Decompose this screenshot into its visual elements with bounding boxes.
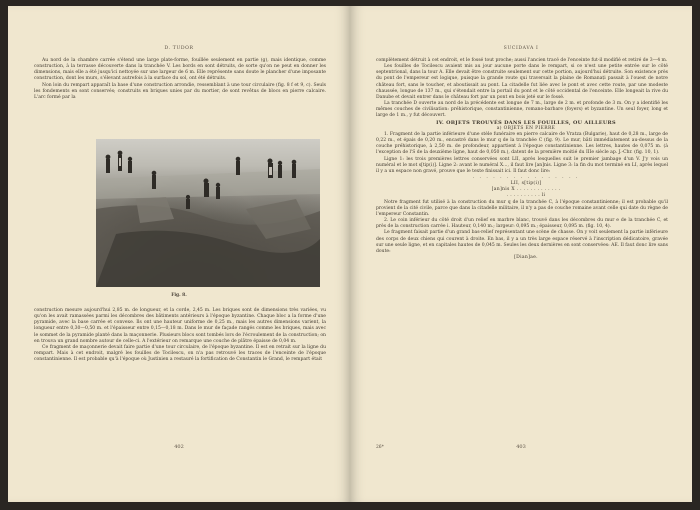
paragraph: Ce fragment de maçonnerie devait faire partie d'une tour circulaire, de l'époque byzantine. Il est en retrait sur la ligne du rempart. Mais à cet endroit, malgré les fouilles de Tocilescu, on n'a pas retrouvé les traces de l'enceinte de l'époque constantinienne. Il est probable qu'à l'époque où Justinien a restauré la fortification de Constantin le Grand, le rempart était bbox=[34, 344, 326, 363]
right-running-head: SUCIDAVA I bbox=[503, 46, 539, 51]
inscription-line: [an]nis X . . . . . . . . . . . . . bbox=[491, 187, 561, 193]
left-page bbox=[8, 6, 350, 502]
paragraph: complètement détruit à cet endroit, et le fossé tout proche; aussi l'ancien tracé de l'enceinte fut-il modifié et retiré de 3—4 m. bbox=[376, 58, 668, 63]
paragraph: Non loin du rempart apparaît la base d'une construction arrondie, ressemblant à une tour circulaire (fig. 8 f et 9, c). Seuls les fondements en sont conservés; construits en briques unies par du mortier, de sont revêtus de blocs en pierre calcaire. L'arc formé par la bbox=[34, 82, 326, 100]
left-running-head: D. TUDOR bbox=[164, 46, 194, 51]
subsection-title: a) OBJETS EN PIERRE bbox=[496, 125, 556, 131]
paragraph: Les fouilles de Tocilescu avaient mis au jour aucune porte dans le rempart, si ce n'est une petite entrée sur le côté septentrional, dans la tour A. Elle devait être construite seulement sur cette portion, aujourd'hui détruite. Son existence près du pont de l'empereur est logique, puisque la grande route qui traversait la plaine de Romanați passait à l'ouest de notre château fort, sans le toucher, et aboutissait au pont. La citadelle fut liée avec le pont et avec cette route, par une modeste chaussée, longue de 137 m., qui s'étendait entre la portail du pont et le côté occidental de l'enceinte. Elle longeait la rive du Danube et devait entrer dans le château fort par un pont en bois jeté sur le fossé. bbox=[376, 64, 668, 100]
paragraph: 1. Fragment de la partie inférieure d'une stèle funéraire en pierre calcaire de Vratza (Bulgarie), haut de 0,28 m., large de 0,22 m., et épais de 0,20 m., encastré dans le mur q de la tranchée C (fig. 9). Le mur, bâti immédiatement au-dessus de la couche préhistorique, à 2,50 m. de profondeur, appartient à l'époque constantinienne. Les lettres, hautes de 0,075 m. (à l'exception de l'S de la deuxième ligne, haut de 0,050 m.), datent de la première moitié du IIIe siècle ap. J.-Chr. (fig. 10, 1). bbox=[376, 131, 668, 156]
left-bottom-text bbox=[34, 308, 326, 363]
inscription-line: . . . . . . . . . . li bbox=[506, 193, 546, 199]
restored-word: [Dian]ae. bbox=[514, 255, 538, 260]
paragraph: 2. Le coin inférieur du côté droit d'un relief en marbre blanc, trouvé dans les décombres du mur e de la tranchée C, et près de la construction carrée i. Hauteur, 0,140 m.; largeur: 0,095 m.; épaisseur, 0,095 m. (fig. 10, 4). bbox=[376, 218, 668, 230]
section-title: IV. OBJETS TROUVÉS DANS LES FOUILLES, OU AILLEURS bbox=[436, 119, 616, 126]
figure-caption: Fig. 8. bbox=[171, 293, 187, 298]
paragraph: La tranchée D ouverte au nord de la précédente est longue de 7 m., large de 2 m. et profonde de 3 m. On y a identifié les mêmes couches de civilisation: préhistorique, constantinienne, romano-barbare (foyers) et byzantine. Un seul foyer, long et large de 1 m., y fut découvert. bbox=[376, 101, 668, 119]
left-page-number: 402 bbox=[174, 444, 184, 450]
paragraph: Notre fragment fut utilisé à la construction du mur q de la tranchée C, à l'époque constantinienne; il est probable qu'il provient de la cité civile, parce que dans la citadelle militaire, il n'y a pas de couche romaine avant celle qui date du règne de l'empereur Constantin. bbox=[376, 199, 668, 217]
right-page bbox=[350, 6, 692, 502]
left-top-text bbox=[34, 58, 326, 101]
right-text bbox=[376, 58, 668, 261]
excavation-photo-drawing bbox=[96, 139, 320, 287]
inscription-line: LII, s[tip(i)] bbox=[510, 181, 542, 187]
paragraph: Ligne 1: les trois premières lettres conservées sont LII, après lesquelles suit le premier jambage d'un V. J'y vois un numéral et le mot s[tip(i)]. Ligne 2: avant le numéral X..., il faut lire [an]nis. Ligne 3: la fin du mot terminé en LI, après lequel il y a un espace non gravé, prouve que le texte finissait ici. Il faut donc lire: bbox=[376, 156, 668, 174]
marginal-note: 26* bbox=[376, 445, 384, 450]
paragraph: Le fragment faisait partie d'un grand bas-relief représentant une scène de chasse. On y voit seulement la partie inférieure des corps de deux chiens qui courent à droite. En bas, il y a un très large espace réservé à l'inscription dédicatoire, gravée sur une seule ligne, et en capitales hautes de 0,045 m. Seules les deux dernières en sont conservées: AE. Il faut donc lire sans doute: bbox=[376, 230, 668, 254]
inscription-dots: . . . . . . . . . . . . . . . . bbox=[472, 174, 580, 180]
paragraph: Au nord de la chambre carrée s'étend une large plate-forme, fouillée seulement en partie (g), mais identique, comme construction, à la terrasse découverte dans la tranchée V. Les bords en sont détruits, de sorte qu'on ne peut en donner les dimensions, mais elle a été jusqu'ici nettoyée sur une largeur de 6 m. Elle représente sans doute le plancher d'une imposante construction, dont les murs, s'élevant autrefois à la surface du sol, ont été détruits. bbox=[34, 58, 326, 82]
paragraph: construction mesure aujourd'hui 2,85 m. de longueur, et la corde, 2,45 m. Les briques sont de dimensions très variées, vu qu'on les avait ramassées parmi les décombres des bâtiments antérieurs à l'époque byzantine. Chaque bloc a la forme d'une pyramide, avec la base carrée et convexe. Ils ont une hauteur uniforme de 0,25 m., mais les autres dimensions varient, la longueur entre 0,30—0,50 m. et l'épaisseur entre 0,15—0,18 m. Dans le mur de façade rangés comme les briques, mais avec le sommet de la pyramide planté dans la maçonnerie. Plusieurs blocs sont tombés lors de l'écroulement de la construction; on en trouva un grand nombre autour de celle-ci. A l'extérieur on remarque une couche de plâtre épaisse de 0,04 m. bbox=[34, 308, 326, 344]
excavation-photo bbox=[96, 139, 320, 287]
right-page-number: 403 bbox=[516, 444, 526, 450]
